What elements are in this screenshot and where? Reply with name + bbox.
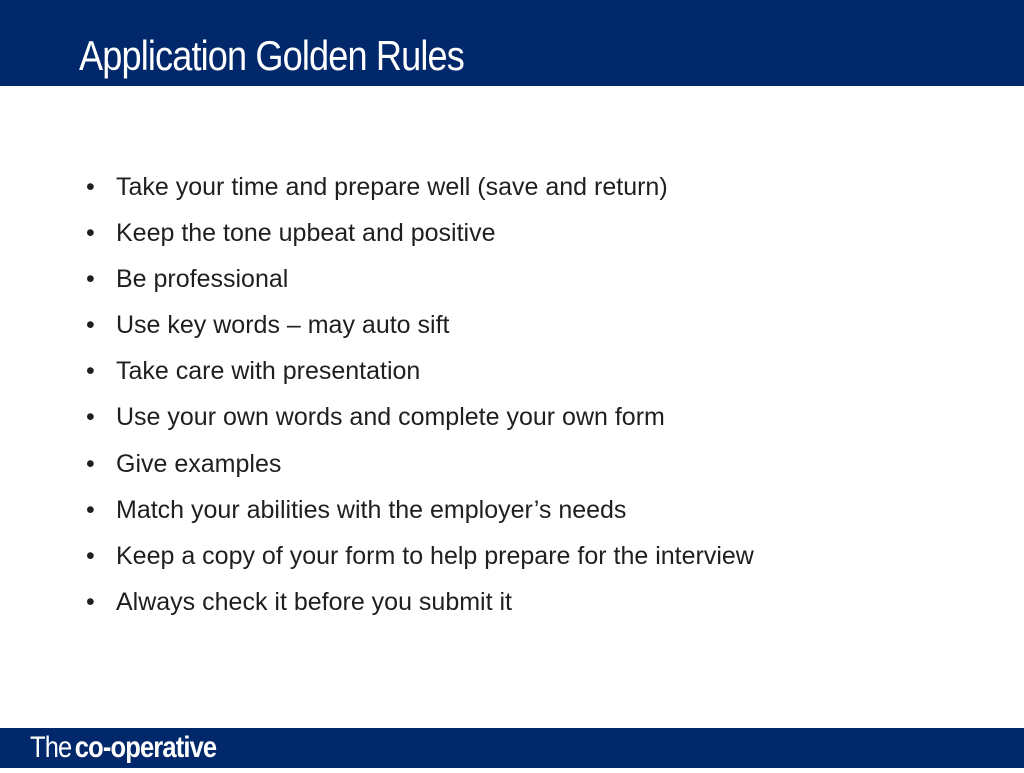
list-item [86,441,754,487]
list-item [86,164,754,210]
brand-logo [30,728,216,768]
bullet-icon: • [86,219,95,248]
logo-brand-text: co-operative [74,731,217,764]
logo-the-text: The [30,731,72,764]
bullet-icon: • [86,173,95,201]
list-item [86,256,754,302]
rule-text: Always check it before you submit it [116,587,512,616]
rules-list [86,164,754,625]
slide-title: Application Golden Rules [79,32,464,79]
rule-text: Be professional [116,265,289,294]
bullet-icon: • [86,403,95,432]
list-item [86,579,754,625]
rule-text: Keep the tone upbeat and positive [116,219,496,248]
list-item [86,394,754,440]
bullet-icon: • [86,541,95,570]
bullet-icon: • [86,587,95,616]
list-item [86,533,754,579]
bullet-icon: • [86,449,95,478]
bullet-icon: • [86,495,95,524]
list-item [86,487,754,533]
rule-text: Give examples [116,449,282,478]
rule-text: Take your time and prepare well (save and return) [116,173,668,201]
rule-text: Use your own words and complete your own form [116,403,665,432]
rule-text: Take care with presentation [116,357,421,386]
bullet-icon: • [86,311,95,340]
list-item [86,210,754,256]
rule-text: Match your abilities with the employer’s needs [116,495,627,524]
rule-text: Use key words – may auto sift [116,311,450,340]
list-item [86,302,754,348]
rule-text: Keep a copy of your form to help prepare for the interview [116,541,754,570]
bullet-icon: • [86,265,95,294]
header-bar [0,0,1024,86]
bullet-icon: • [86,357,95,386]
list-item [86,348,754,394]
footer-bar [0,728,1024,768]
